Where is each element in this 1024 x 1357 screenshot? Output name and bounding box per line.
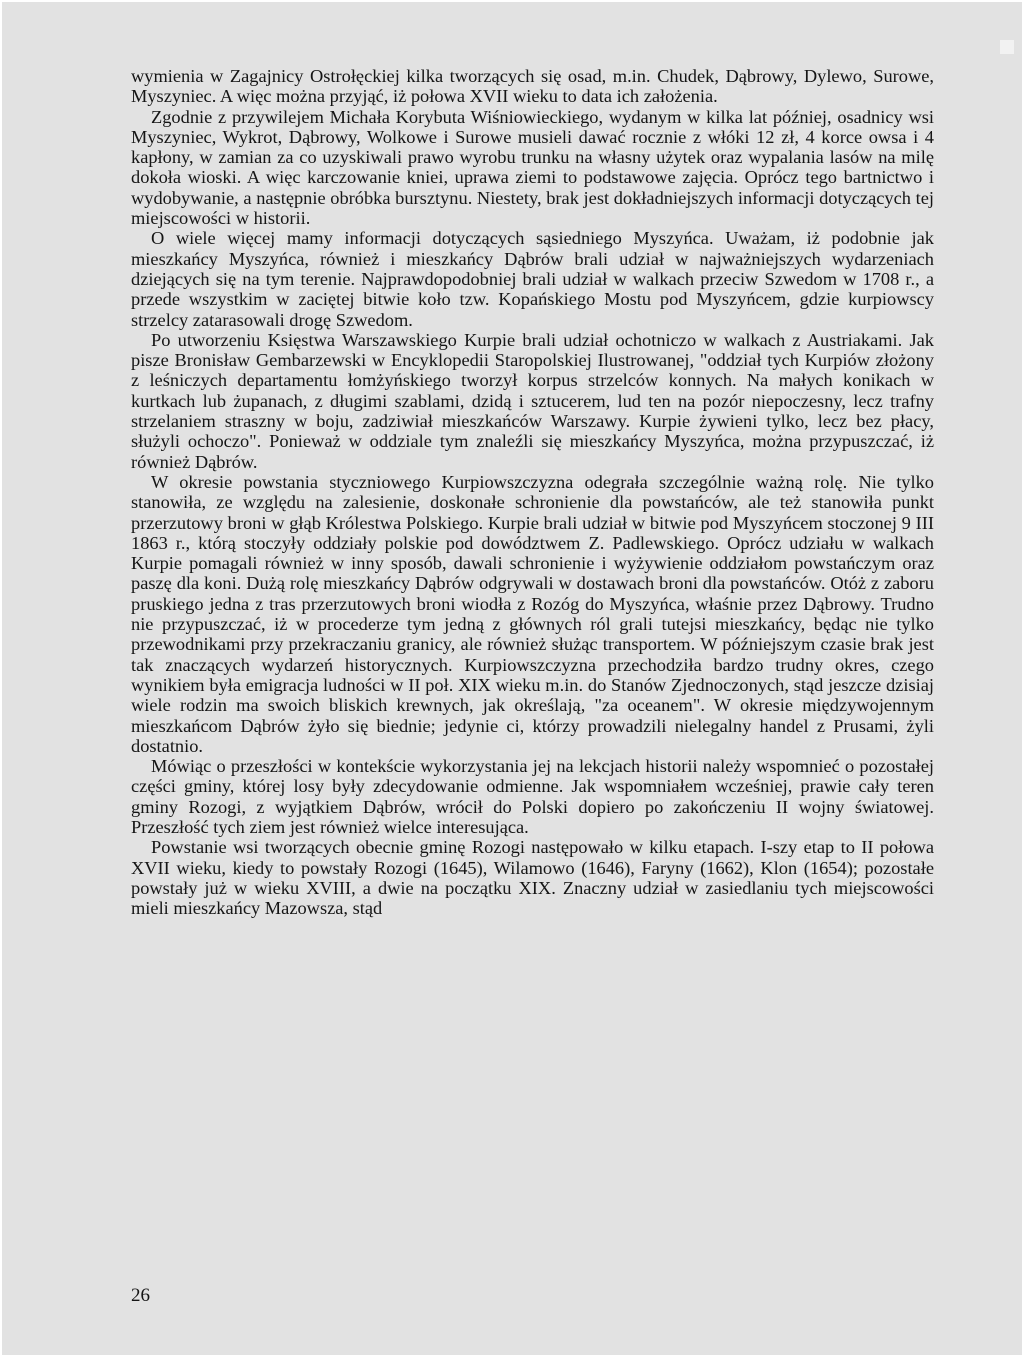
paragraph-rozogi-villages: Powstanie wsi tworzących obecnie gminę Rozogi następowało w kilku etapach. I-szy etap to II połowa XVII wieku, kiedy to powstały Rozogi (1645), Wilamowo (1646), Faryny (1662), Klon (1654); pozostałe powstały już w wieku XVIII, a dwie na początku XIX. Znaczny udział w zasiedlaniu tych miejscowości mieli mieszkańcy Mazowsza, stąd xyxy=(131,837,934,919)
paragraph-history-lessons: Mówiąc o przeszłości w kontekście wykorzystania jej na lekcjach historii należy wspomnieć o pozostałej części gminy, której losy były zdecydowanie odmienne. Jak wspomniałem wcześniej, prawie cały teren gminy Rozogi, z wyjątkiem Dąbrów, wrócił do Polski dopiero po zakończeniu II wojny światowej. Przeszłość tych ziem jest również wielce interesująca. xyxy=(131,756,934,837)
paragraph-myszyniec: O wiele więcej mamy informacji dotyczących sąsiedniego Myszyńca. Uważam, iż podobnie jak mieszkańcy Myszyńca, również i mieszkańcy Dąbrów brali udział w najważniejszych wydarzeniach dziejących się na tym terenie. Najprawdopodobniej brali udział w walkach przeciw Szwedom w 1708 r., a przede wszystkim w zaciętej bitwie koło tzw. Kopańskiego Mostu pod Myszyńcem, gdzie kurpiowscy strzelcy zatarasowali drogę Szwedom. xyxy=(131,228,934,330)
paragraph-privilege: Zgodnie z przywilejem Michała Korybuta Wiśniowieckiego, wydanym w kilka lat później, osadnicy wsi Myszyniec, Wykrot, Dąbrowy, Wolkowe i Surowe musieli dawać rocznie z włóki 12 zł, 4 korce owsa i 4 kapłony, w zamian za co uzyskiwali prawo wyrobu trunku na własny użytek oraz wypalania lasów na milę dokoła wioski. A więc karczowanie kniei, uprawa ziemi to podstawowe zajęcia. Oprócz tego bartnictwo i wydobywanie, a następnie obróbka bursztynu. Niestety, brak jest dokładniejszych informacji dotyczących tej miejscowości w historii. xyxy=(131,106,934,229)
paragraph-january-uprising: W okresie powstania styczniowego Kurpiowszczyzna odegrała szczególnie ważną rolę. Nie tylko stanowiła, ze względu na zalesienie, doskonałe schronienie dla powstańców, ale też stanowiła punkt przerzutowy broni w głąb Królestwa Polskiego. Kurpie brali udział w bitwie pod Myszyńcem stoczonej 9 III 1863 r., którą stoczyły oddziały polskie pod dowództwem Z. Padlewskiego. Oprócz udziału w walkach Kurpie pomagali również w inny sposób, dawali schronienie i wyżywienie oddziałom powstańczym oraz paszę dla koni. Dużą rolę mieszkańcy Dąbrów odgrywali w dostawach broni dla powstańców. Otóż z zaboru pruskiego jedna z tras przerzutowych broni wiodła z Rozóg do Myszyńca, właśnie przez Dąbrowy. Trudno nie przypuszczać, iż w procederze tym jedną z głównych ról grali tutejsi mieszkańcy, będąc nie tylko przewodnikami przy przekraczaniu granicy, ale również służąc transportem. W późniejszym czasie brak jest tak znaczących wydarzeń historycznych. Kurpiowszczyzna przechodziła bardzo trudny okres, czego wynikiem była emigracja ludności w II poł. XIX wieku m.in. do Stanów Zjednoczonych, stąd jeszcze dzisiaj wiele rodzin ma swoich bliskich krewnych, jak określają, "za oceanem". W okresie międzywojennym mieszkańcom Dąbrów żyło się biednie; jedynie ci, którzy prowadzili nielegalny handel z Prusami, żyli dostatnio. xyxy=(131,471,934,756)
paragraph-duchy-of-warsaw: Po utworzeniu Księstwa Warszawskiego Kurpie brali udział ochotniczo w walkach z Austriakami. Jak pisze Bronisław Gembarzewski w Encyklopedii Staropolskiej Ilustrowanej, "oddział tych Kurpiów złożony z leśniczych departamentu łomżyńskiego tworzył korpus strzelców konnych. Na małych konikach w kurtkach lub żupanach, z długimi szablami, dzidą i sztucerem, lud ten na pozór niepoczesny, lecz trafny strzelaniem straszny w boju, zadziwiał mieszkańców Warszawy. Kurpie żywieni tylko, lecz bez płacy, służyli ochoczo". Ponieważ w oddziale tym znaleźli się mieszkańcy Myszyńca, można przypuszczać, iż również Dąbrów. xyxy=(131,329,934,472)
scan-corner-mark xyxy=(1000,40,1014,54)
paragraph-continuation: wymienia w Zagajnicy Ostrołęckiej kilka tworzących się osad, m.in. Chudek, Dąbrowy, Dylewo, Surowe, Myszyniec. A więc można przyjąć, iż połowa XVII wieku to data ich założenia. xyxy=(131,66,934,107)
page-number: 26 xyxy=(131,1285,150,1306)
body-text xyxy=(131,66,934,918)
